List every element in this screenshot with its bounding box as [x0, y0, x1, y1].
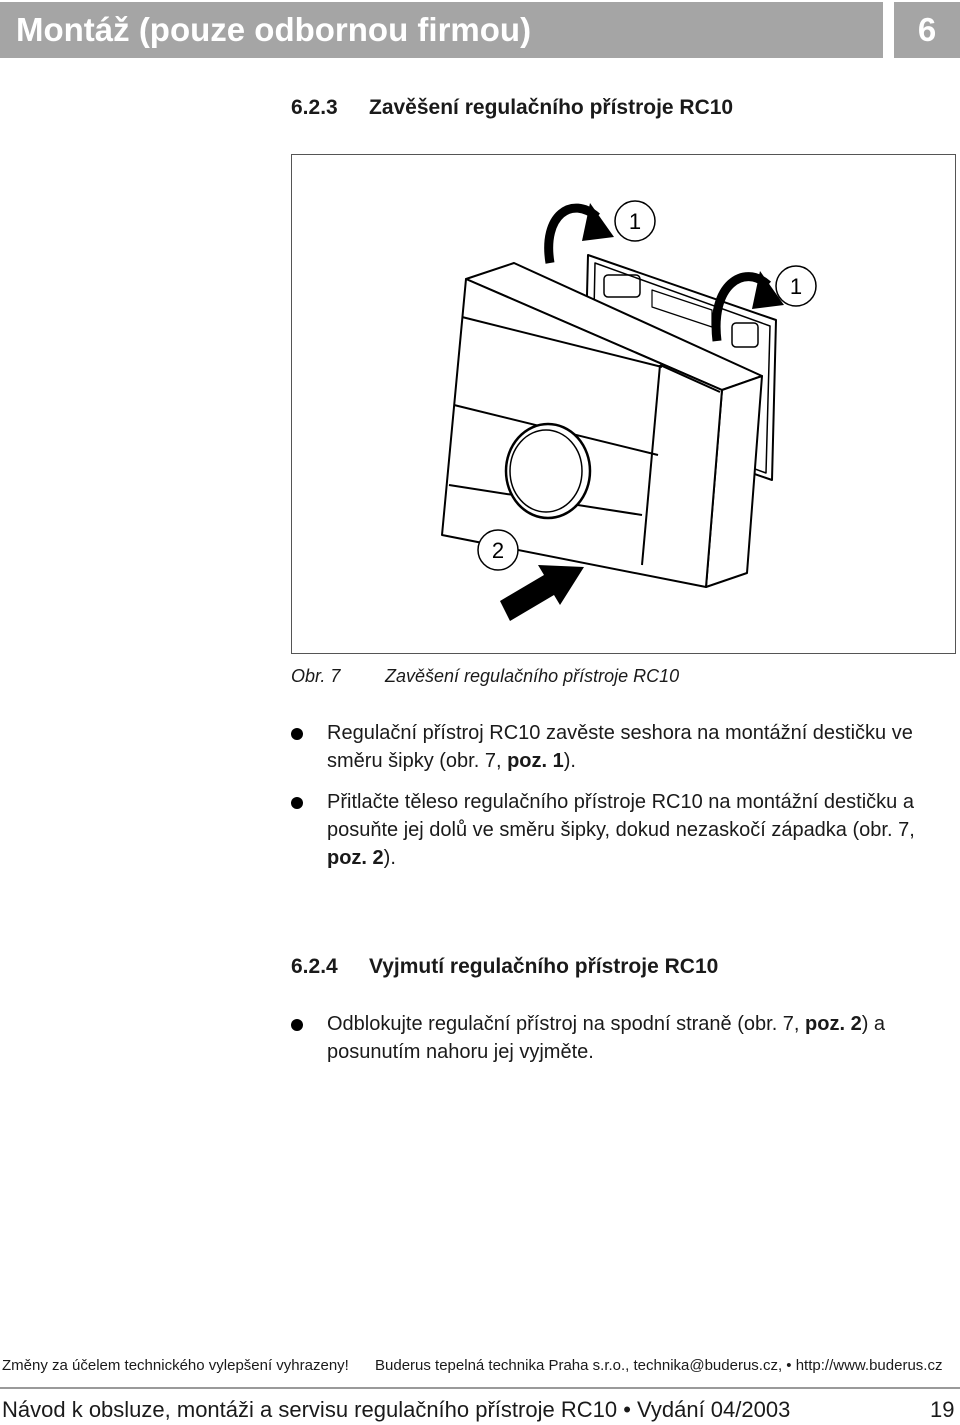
caption-text: Zavěšení regulačního přístroje RC10 [385, 666, 680, 686]
footer-document-title: Návod k obsluze, montáži a servisu regulačního přístroje RC10 • Vydání 04/2003 [2, 1397, 791, 1422]
section-number: 6.2.4 [291, 955, 338, 978]
bullet-text: Přitlačte těleso regulačního přístroje RC10 na montážní destičku a posuňte jej dolů ve směru šipky, dokud nezaskočí západka (obr. 7, [327, 791, 915, 841]
footer-divider [0, 1387, 960, 1389]
bullet-icon [291, 728, 303, 740]
footer-company-contact: Buderus tepelná technika Praha s.r.o., technika@buderus.cz, • http://www.buderus.cz [375, 1357, 943, 1374]
caption-label: Obr. 7 [291, 666, 341, 686]
bullet-text: Regulační přístroj RC10 zavěste seshora na montážní destičku ve směru šipky (obr. 7, [327, 722, 913, 772]
chapter-title: Montáž (pouze odbornou firmou) [0, 2, 883, 58]
arrow-2-icon [500, 565, 584, 621]
bullet-text-end: ) a posunutím nahoru jej vyjměte. [327, 1013, 886, 1063]
bullet-ref: poz. 2 [805, 1013, 862, 1035]
chapter-number: 6 [894, 2, 960, 58]
bullet-icon [291, 1019, 303, 1031]
callout-1-lower: 1 [789, 274, 803, 299]
page-number: 19 [930, 1397, 955, 1422]
section-heading-6-2-3 [291, 96, 733, 120]
callout-1-upper: 1 [628, 209, 642, 234]
bullet-text-end: ). [383, 847, 396, 869]
list-item [291, 1010, 951, 1066]
callout-2: 2 [491, 538, 505, 563]
list-item [291, 719, 951, 775]
figure-caption [291, 666, 679, 687]
section-title: Vyjmutí regulačního přístroje RC10 [369, 955, 719, 978]
bullet-ref: poz. 2 [327, 847, 384, 869]
bullet-text-end: ). [563, 750, 576, 772]
arrow-1-upper-icon [549, 203, 614, 263]
bullet-ref: poz. 1 [507, 750, 564, 772]
section-title: Zavěšení regulačního přístroje RC10 [369, 96, 734, 119]
footer-changes-note: Změny za účelem technického vylepšení vyhrazeny! [2, 1357, 349, 1374]
figure-rc10-mounting [291, 154, 956, 654]
list-item [291, 788, 951, 872]
bullet-text: Odblokujte regulační přístroj na spodní straně (obr. 7, [327, 1013, 806, 1035]
rc10-illustration [292, 155, 957, 655]
section-heading-6-2-4 [291, 955, 718, 979]
bullet-icon [291, 797, 303, 809]
section-number: 6.2.3 [291, 96, 338, 119]
